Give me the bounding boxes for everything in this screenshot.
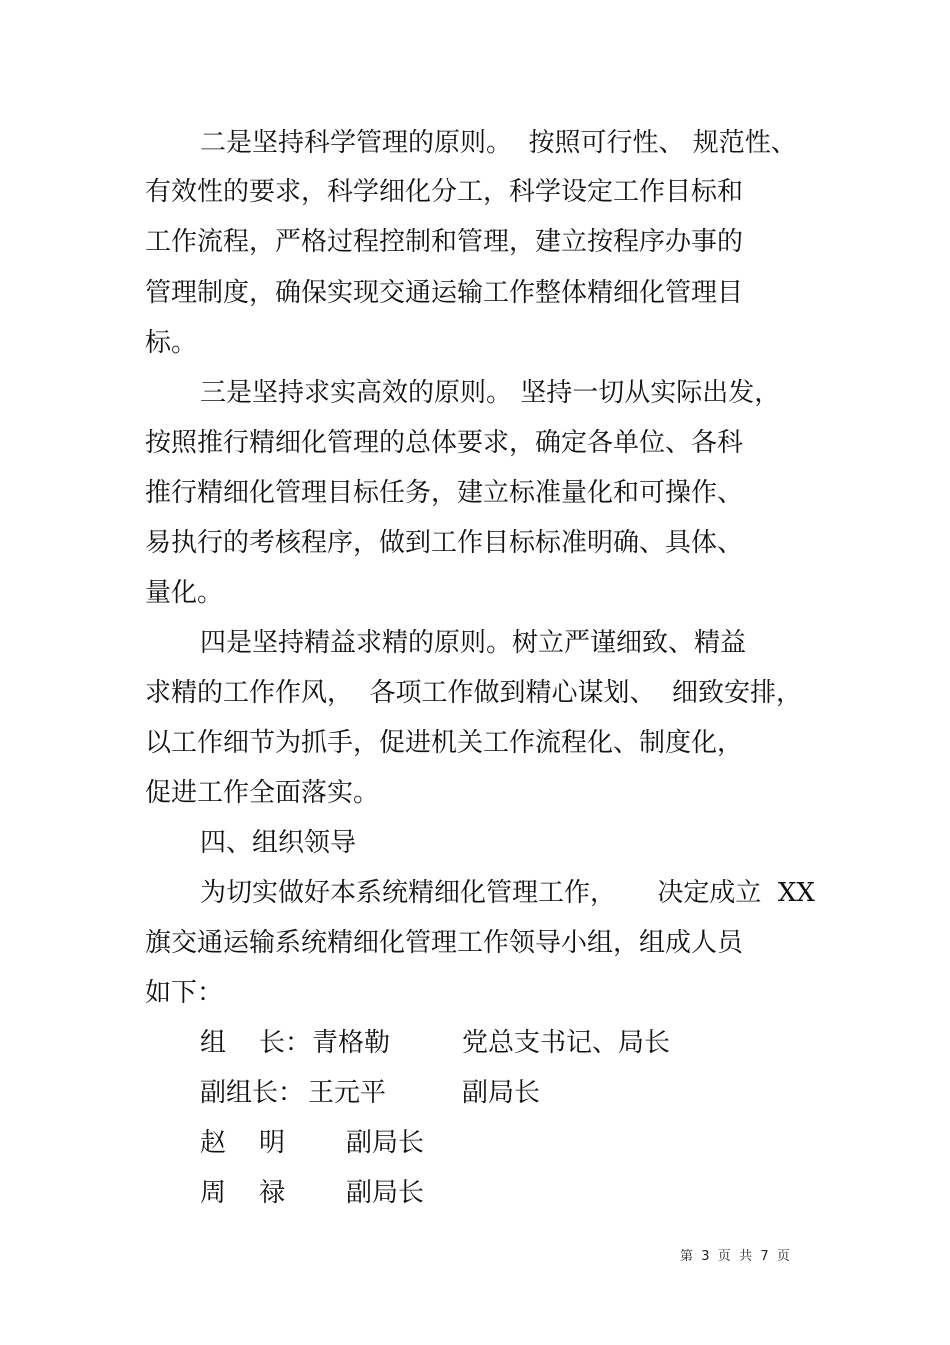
p1-line2: 有效性的要求，科学细化分工，科学设定工作目标和 — [145, 177, 744, 207]
p2-line5: 量化。 — [145, 578, 224, 608]
member-role: 组 长： — [200, 1028, 312, 1058]
member-title: 党总支书记、局长 — [462, 1028, 671, 1058]
p3-line3: 以工作细节为抓手，促进机关工作流程化、制度化， — [145, 728, 744, 758]
p3-line1: 四是坚持精益求精的原则。树立严谨细致、精益 — [200, 628, 747, 658]
p3-line2: 求精的工作作风， 各项工作做到精心谋划、 细致安排， — [145, 678, 803, 708]
member-title: 副局长 — [346, 1178, 425, 1208]
member-name: 王元平 — [308, 1078, 387, 1108]
p4-line1: 为切实做好本系统精细化管理工作， 决定成立 XX — [200, 878, 815, 908]
member-role: 副组长： — [200, 1078, 305, 1108]
p4-line2: 旗交通运输系统精细化管理工作领导小组，组成人员 — [145, 928, 744, 958]
member-title: 副局长 — [346, 1128, 425, 1158]
p2-line3: 推行精细化管理目标任务，建立标准量化和可操作、 — [145, 478, 744, 508]
p2-line1: 三是坚持求实高效的原则。 坚持一切从实际出发， — [200, 378, 781, 408]
p2-line4: 易执行的考核程序，做到工作目标标准明确、具体、 — [145, 528, 744, 558]
member-role: 周 禄 — [200, 1178, 286, 1208]
p1-line3: 工作流程，严格过程控制和管理，建立按程序办事的 — [145, 227, 744, 257]
p2-line2: 按照推行精细化管理的总体要求，确定各单位、各科 — [145, 428, 744, 458]
member-role: 赵 明 — [200, 1128, 286, 1158]
p4-line3: 如下： — [145, 978, 224, 1008]
p1-line4: 管理制度，确保实现交通运输工作整体精细化管理目 — [145, 278, 744, 308]
p3-line4: 促进工作全面落实。 — [145, 778, 380, 808]
section-heading: 四、组织领导 — [200, 828, 357, 858]
member-title: 副局长 — [462, 1078, 541, 1108]
p1-line5: 标。 — [145, 328, 198, 358]
member-name: 青格勒 — [312, 1028, 391, 1058]
p1-line1: 二是坚持科学管理的原则。 按照可行性、 规范性、 — [200, 128, 797, 158]
page-number-footer: 第 3 页 共 7 页 — [680, 1249, 790, 1264]
